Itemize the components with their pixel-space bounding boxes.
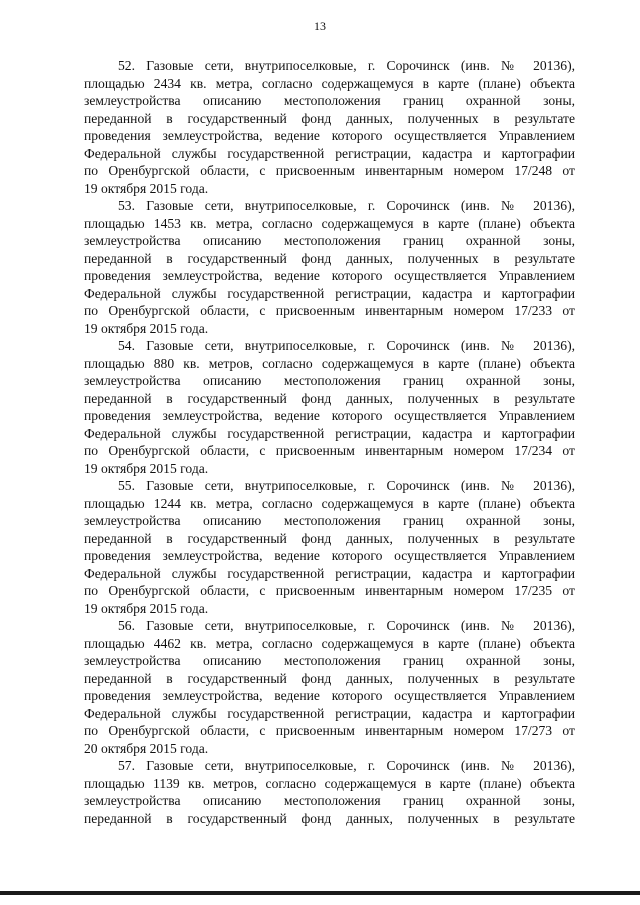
paragraph-line: площадью 2434 кв. метра, согласно содержащемуся в карте (плане) объекта xyxy=(84,75,575,91)
paragraph-line: 19 октября 2015 года. xyxy=(84,180,209,196)
paragraph-line: переданной в государственный фонд данных, полученных в результате xyxy=(84,810,575,826)
paragraph-line: по Оренбургской области, с присвоенным инвентарным номером 17/248 от xyxy=(84,163,575,178)
paragraph-line: 54. Газовые сети, внутрипоселковые, г. Сорочинск (инв. № 20136), xyxy=(118,338,575,353)
paragraph-54 xyxy=(84,337,575,477)
paragraph-line: 52. Газовые сети, внутрипоселковые, г. Сорочинск (инв. № 20136), xyxy=(118,58,575,73)
paragraph-line: 19 октября 2015 года. xyxy=(84,600,209,616)
paragraph-line: по Оренбургской области, с присвоенным инвентарным номером 17/235 от xyxy=(84,583,575,598)
paragraph-line: землеустройства описанию местоположения границ охранной зоны, xyxy=(84,93,575,108)
paragraph-line: переданной в государственный фонд данных, полученных в результате xyxy=(84,670,575,686)
paragraph-line: Федеральной службы государственной регистрации, кадастра и картографии xyxy=(84,565,575,581)
paragraph-line: Федеральной службы государственной регистрации, кадастра и картографии xyxy=(84,145,575,161)
paragraph-53 xyxy=(84,197,575,337)
paragraph-52 xyxy=(84,57,575,197)
paragraph-line: площадью 1139 кв. метров, согласно содержащемуся в карте (плане) объекта xyxy=(84,775,575,791)
paragraph-line: землеустройства описанию местоположения границ охранной зоны, xyxy=(84,653,575,668)
paragraph-55 xyxy=(84,477,575,617)
paragraph-line: по Оренбургской области, с присвоенным инвентарным номером 17/273 от xyxy=(84,723,575,738)
document-body xyxy=(84,57,575,827)
paragraph-line: 19 октября 2015 года. xyxy=(84,460,209,476)
paragraph-line: площадью 880 кв. метров, согласно содержащемуся в карте (плане) объекта xyxy=(84,355,575,371)
paragraph-line: землеустройства описанию местоположения границ охранной зоны, xyxy=(84,373,575,388)
paragraph-line: 56. Газовые сети, внутрипоселковые, г. Сорочинск (инв. № 20136), xyxy=(118,618,575,633)
paragraph-56 xyxy=(84,617,575,757)
paragraph-line: проведения землеустройства, ведение которого осуществляется Управлением xyxy=(84,268,575,283)
paragraph-line: Федеральной службы государственной регистрации, кадастра и картографии xyxy=(84,705,575,721)
paragraph-line: Федеральной службы государственной регистрации, кадастра и картографии xyxy=(84,425,575,441)
paragraph-line: проведения землеустройства, ведение которого осуществляется Управлением xyxy=(84,688,575,703)
paragraph-line: проведения землеустройства, ведение которого осуществляется Управлением xyxy=(84,408,575,423)
paragraph-line: площадью 1244 кв. метра, согласно содержащемуся в карте (плане) объекта xyxy=(84,495,575,511)
paragraph-line: переданной в государственный фонд данных, полученных в результате xyxy=(84,530,575,546)
scan-edge-divider xyxy=(0,891,640,895)
paragraph-line: площадью 1453 кв. метра, согласно содержащемуся в карте (плане) объекта xyxy=(84,215,575,231)
paragraph-line: переданной в государственный фонд данных, полученных в результате xyxy=(84,390,575,406)
paragraph-line: землеустройства описанию местоположения границ охранной зоны, xyxy=(84,513,575,528)
paragraph-line: переданной в государственный фонд данных, полученных в результате xyxy=(84,110,575,126)
paragraph-line: 19 октября 2015 года. xyxy=(84,320,209,336)
paragraph-line: 53. Газовые сети, внутрипоселковые, г. Сорочинск (инв. № 20136), xyxy=(118,198,575,213)
page-number: 13 xyxy=(314,19,326,33)
paragraph-line: проведения землеустройства, ведение которого осуществляется Управлением xyxy=(84,548,575,563)
paragraph-line: землеустройства описанию местоположения границ охранной зоны, xyxy=(84,233,575,248)
paragraph-line: площадью 4462 кв. метра, согласно содержащемуся в карте (плане) объекта xyxy=(84,635,575,651)
paragraph-line: по Оренбургской области, с присвоенным инвентарным номером 17/233 от xyxy=(84,303,575,318)
paragraph-line: землеустройства описанию местоположения границ охранной зоны, xyxy=(84,793,575,808)
paragraph-line: Федеральной службы государственной регистрации, кадастра и картографии xyxy=(84,285,575,301)
paragraph-line: проведения землеустройства, ведение которого осуществляется Управлением xyxy=(84,128,575,143)
paragraph-line: по Оренбургской области, с присвоенным инвентарным номером 17/234 от xyxy=(84,443,575,458)
paragraph-line: переданной в государственный фонд данных, полученных в результате xyxy=(84,250,575,266)
paragraph-line: 57. Газовые сети, внутрипоселковые, г. Сорочинск (инв. № 20136), xyxy=(118,758,575,773)
paragraph-line: 55. Газовые сети, внутрипоселковые, г. Сорочинск (инв. № 20136), xyxy=(118,478,575,493)
paragraph-57 xyxy=(84,757,575,827)
paragraph-line: 20 октября 2015 года. xyxy=(84,740,209,756)
